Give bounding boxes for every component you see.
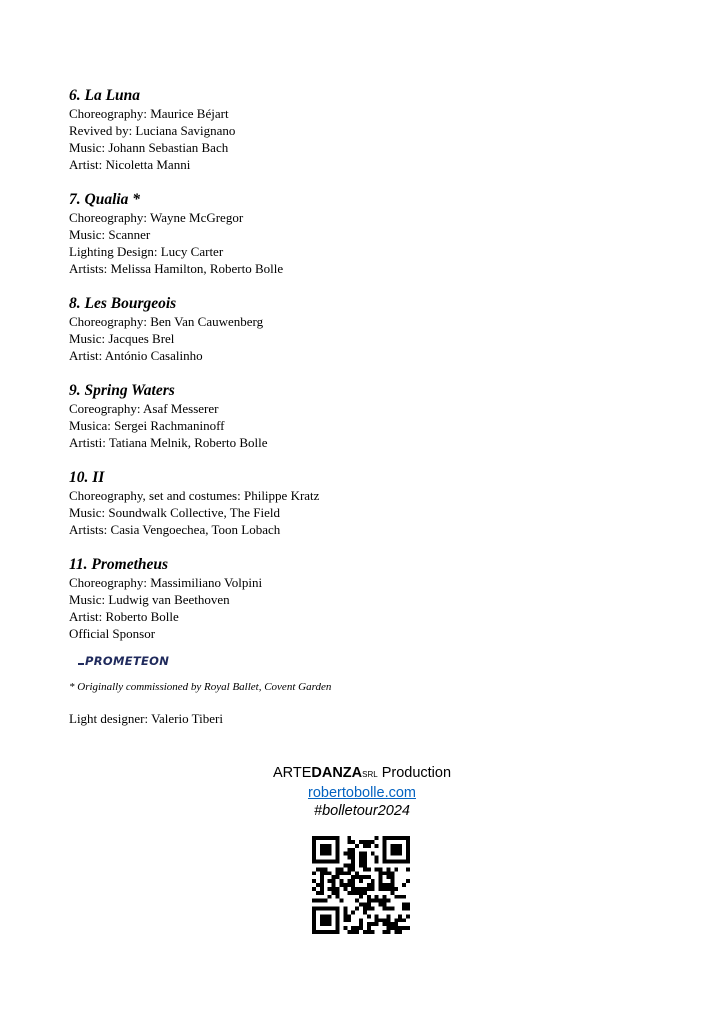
program-item-qualia xyxy=(69,190,669,277)
credit-line: Choreography: Maurice Béjart xyxy=(69,106,229,121)
light-designer-credit: Light designer: Valerio Tiberi xyxy=(69,711,223,726)
brand-srl: SRL xyxy=(362,770,378,779)
qr-code-icon[interactable] xyxy=(312,836,410,934)
program-list xyxy=(69,86,669,685)
credit-line: Artist: Roberto Bolle xyxy=(69,609,179,624)
production-suffix: Production xyxy=(377,765,452,781)
program-item-title: 10. II xyxy=(69,469,105,486)
credit-line: Artisti: Tatiana Melnik, Roberto Bolle xyxy=(69,435,268,450)
credit-line: Revived by: Luciana Savignano xyxy=(69,123,236,138)
credit-line: Artists: Casia Vengoechea, Toon Lobach xyxy=(69,522,281,537)
program-item-les-bourgeois xyxy=(69,294,669,364)
credit-line: Lighting Design: Lucy Carter xyxy=(69,244,224,259)
credit-line: Music: Ludwig van Beethoven xyxy=(69,592,230,607)
sponsor-logo-text: PROMETEON xyxy=(85,654,170,668)
program-item-title: 8. Les Bourgeois xyxy=(69,295,177,312)
production-block xyxy=(0,764,724,820)
program-item-title: 9. Spring Waters xyxy=(69,382,175,399)
program-item-title: 7. Qualia * xyxy=(69,191,141,208)
hashtag: #bolletour2024 xyxy=(314,803,410,819)
credit-line: Artist: António Casalinho xyxy=(69,348,203,363)
brand-danza: DANZA xyxy=(311,765,363,781)
credit-line: Artist: Nicoletta Manni xyxy=(69,157,191,172)
brand-arte: ARTE xyxy=(272,765,312,781)
logo-mark-icon xyxy=(78,663,84,665)
credit-line: Music: Soundwalk Collective, The Field xyxy=(69,505,280,520)
credit-line: Music: Jacques Brel xyxy=(69,331,175,346)
credit-line: Choreography, set and costumes: Philippe Kratz xyxy=(69,488,320,503)
production-credit xyxy=(0,764,724,784)
program-item-la-luna xyxy=(69,86,669,173)
program-item-spring-waters xyxy=(69,381,669,451)
program-item-prometheus xyxy=(69,555,669,668)
credit-line: Choreography: Ben Van Cauwenberg xyxy=(69,314,264,329)
credit-line: Musica: Sergei Rachmaninoff xyxy=(69,418,225,433)
website-link[interactable]: robertobolle.com xyxy=(308,785,416,801)
program-item-title: 11. Prometheus xyxy=(69,556,169,573)
credit-line: Official Sponsor xyxy=(69,626,156,641)
sponsor-logo xyxy=(78,654,669,668)
credit-line: Music: Scanner xyxy=(69,227,151,242)
credit-line: Artists: Melissa Hamilton, Roberto Bolle xyxy=(69,261,284,276)
program-item-ii xyxy=(69,468,669,538)
footnote: * Originally commissioned by Royal Ballet, Covent Garden xyxy=(69,681,332,693)
credit-line: Choreography: Wayne McGregor xyxy=(69,210,244,225)
credit-line: Music: Johann Sebastian Bach xyxy=(69,140,229,155)
credit-line: Coreography: Asaf Messerer xyxy=(69,401,219,416)
program-item-title: 6. La Luna xyxy=(69,87,141,104)
credit-line: Choreography: Massimiliano Volpini xyxy=(69,575,263,590)
